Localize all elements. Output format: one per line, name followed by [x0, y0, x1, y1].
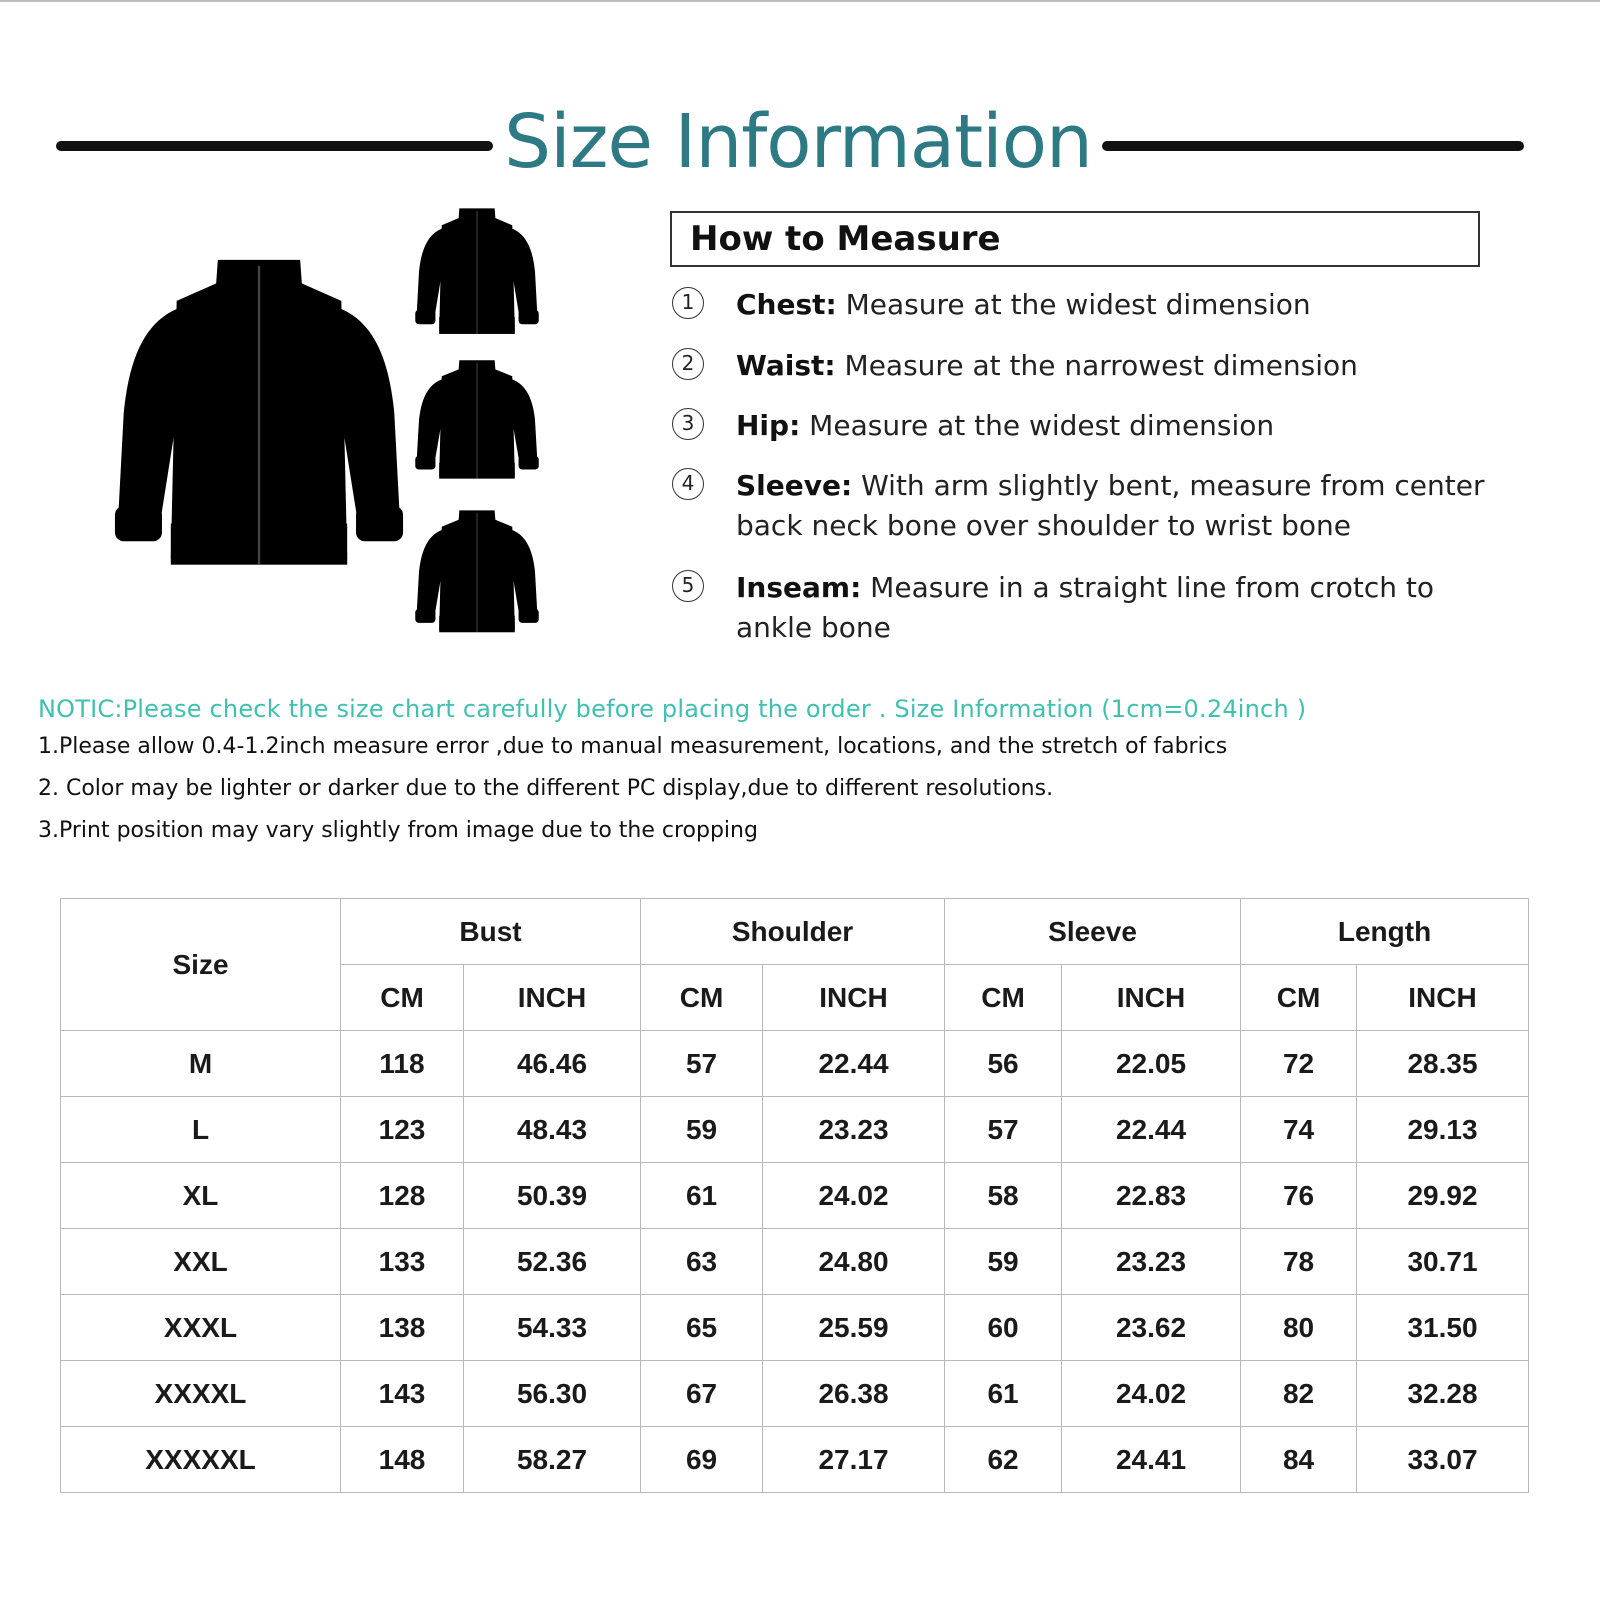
measure-label: Chest:	[736, 288, 837, 321]
unit-header: CM	[1241, 965, 1357, 1031]
measurement-cell: 23.23	[763, 1097, 945, 1163]
measurement-cell: 25.59	[763, 1295, 945, 1361]
measurement-cell: 148	[341, 1427, 464, 1493]
table-row	[61, 1163, 1529, 1229]
unit-header: CM	[341, 965, 464, 1031]
measurement-cell: 54.33	[464, 1295, 641, 1361]
measurement-cell: 22.83	[1062, 1163, 1241, 1229]
jacket-black-image	[414, 508, 540, 644]
measurement-cell: 61	[945, 1361, 1062, 1427]
measure-label: Sleeve:	[736, 469, 853, 502]
table-header-row	[61, 899, 1529, 965]
measure-description: Measure at the narrowest dimension	[835, 349, 1358, 382]
measurement-cell: 60	[945, 1295, 1062, 1361]
measure-number: 5	[672, 570, 704, 602]
measurement-cell: 29.92	[1357, 1163, 1529, 1229]
measurement-cell: 72	[1241, 1031, 1357, 1097]
measurement-cell: 29.13	[1357, 1097, 1529, 1163]
measure-number: 1	[672, 287, 704, 319]
measurement-cell: 62	[945, 1427, 1062, 1493]
measurement-cell: 22.44	[1062, 1097, 1241, 1163]
table-row	[61, 1031, 1529, 1097]
size-label-cell: XXXL	[61, 1295, 341, 1361]
measurement-cell: 58.27	[464, 1427, 641, 1493]
measurement-cell: 61	[641, 1163, 763, 1229]
measurement-cell: 59	[945, 1229, 1062, 1295]
jacket-green-image	[414, 206, 540, 346]
measurement-cell: 138	[341, 1295, 464, 1361]
page-title: Size Information	[504, 99, 1092, 185]
how-to-measure-box	[670, 211, 1480, 267]
measurement-cell: 67	[641, 1361, 763, 1427]
table-row	[61, 1427, 1529, 1493]
group-header-length: Length	[1241, 899, 1529, 965]
group-header-shoulder: Shoulder	[641, 899, 945, 965]
unit-header: CM	[945, 965, 1062, 1031]
measurement-cell: 74	[1241, 1097, 1357, 1163]
measurement-cell: 28.35	[1357, 1031, 1529, 1097]
measurement-cell: 23.23	[1062, 1229, 1241, 1295]
measurement-cell: 48.43	[464, 1097, 641, 1163]
measurement-cell: 22.44	[763, 1031, 945, 1097]
measure-description: Measure at the widest dimension	[800, 409, 1275, 442]
size-label-cell: XL	[61, 1163, 341, 1229]
measurement-cell: 69	[641, 1427, 763, 1493]
size-chart-table	[60, 898, 1529, 1493]
measurement-cell: 24.41	[1062, 1427, 1241, 1493]
table-row	[61, 1361, 1529, 1427]
measurement-cell: 32.28	[1357, 1361, 1529, 1427]
table-row	[61, 1229, 1529, 1295]
size-label-cell: M	[61, 1031, 341, 1097]
measure-description: Measure at the widest dimension	[836, 288, 1311, 321]
jacket-grey-image	[414, 358, 540, 490]
note-line: 3.Print position may vary slightly from image due to the cropping	[38, 818, 758, 843]
how-to-measure-heading: How to Measure	[690, 219, 1001, 259]
size-label-cell: XXXXXL	[61, 1427, 341, 1493]
measure-number: 3	[672, 408, 704, 440]
table-row	[61, 1097, 1529, 1163]
measurement-cell: 133	[341, 1229, 464, 1295]
measurement-cell: 30.71	[1357, 1229, 1529, 1295]
measure-label: Inseam:	[736, 571, 862, 604]
unit-header: INCH	[1357, 965, 1529, 1031]
measurement-cell: 52.36	[464, 1229, 641, 1295]
measurement-cell: 31.50	[1357, 1295, 1529, 1361]
size-column-header: Size	[61, 899, 341, 1031]
unit-header: INCH	[464, 965, 641, 1031]
measure-number: 2	[672, 348, 704, 380]
measurement-cell: 46.46	[464, 1031, 641, 1097]
measurement-cell: 56	[945, 1031, 1062, 1097]
measure-description: Measure in a straight line from crotch to ankle bone	[736, 571, 1435, 644]
measurement-cell: 27.17	[763, 1427, 945, 1493]
group-header-sleeve: Sleeve	[945, 899, 1241, 965]
measurement-cell: 80	[1241, 1295, 1357, 1361]
measurement-cell: 24.80	[763, 1229, 945, 1295]
measurement-cell: 143	[341, 1361, 464, 1427]
group-header-bust: Bust	[341, 899, 641, 965]
note-line: 1.Please allow 0.4-1.2inch measure error ,due to manual measurement, locations, and the stretch of fabrics	[38, 734, 1228, 759]
measurement-cell: 118	[341, 1031, 464, 1097]
measurement-cell: 33.07	[1357, 1427, 1529, 1493]
measurement-cell: 26.38	[763, 1361, 945, 1427]
size-label-cell: L	[61, 1097, 341, 1163]
measurement-cell: 63	[641, 1229, 763, 1295]
measurement-cell: 65	[641, 1295, 763, 1361]
measurement-cell: 128	[341, 1163, 464, 1229]
measurement-cell: 22.05	[1062, 1031, 1241, 1097]
measurement-cell: 84	[1241, 1427, 1357, 1493]
measurement-cell: 50.39	[464, 1163, 641, 1229]
measurement-cell: 82	[1241, 1361, 1357, 1427]
measurement-cell: 78	[1241, 1229, 1357, 1295]
measurement-cell: 59	[641, 1097, 763, 1163]
unit-header: CM	[641, 965, 763, 1031]
measure-number: 4	[672, 468, 704, 500]
measurement-cell: 23.62	[1062, 1295, 1241, 1361]
measure-description: With arm slightly bent, measure from center back neck bone over shoulder to wrist bone	[736, 469, 1485, 542]
measurement-cell: 24.02	[763, 1163, 945, 1229]
measure-label: Waist:	[736, 349, 836, 382]
table-row	[61, 1295, 1529, 1361]
title-row	[56, 96, 1524, 188]
measure-label: Hip:	[736, 409, 801, 442]
measurement-cell: 58	[945, 1163, 1062, 1229]
unit-header: INCH	[1062, 965, 1241, 1031]
notice-text: NOTIC:Please check the size chart carefully before placing the order . Size Information (1cm=0.24inch )	[38, 695, 1307, 723]
top-border	[0, 0, 1600, 2]
measurement-cell: 24.02	[1062, 1361, 1241, 1427]
size-label-cell: XXL	[61, 1229, 341, 1295]
measurement-cell: 57	[641, 1031, 763, 1097]
title-rule-right	[1102, 141, 1524, 151]
measurement-cell: 56.30	[464, 1361, 641, 1427]
title-rule-left	[56, 141, 493, 151]
size-label-cell: XXXXL	[61, 1361, 341, 1427]
measurement-cell: 57	[945, 1097, 1062, 1163]
measurement-cell: 76	[1241, 1163, 1357, 1229]
unit-header: INCH	[763, 965, 945, 1031]
measurement-cell: 123	[341, 1097, 464, 1163]
note-line: 2. Color may be lighter or darker due to the different PC display,due to different resolutions.	[38, 776, 1054, 801]
jacket-main-image	[112, 254, 406, 594]
